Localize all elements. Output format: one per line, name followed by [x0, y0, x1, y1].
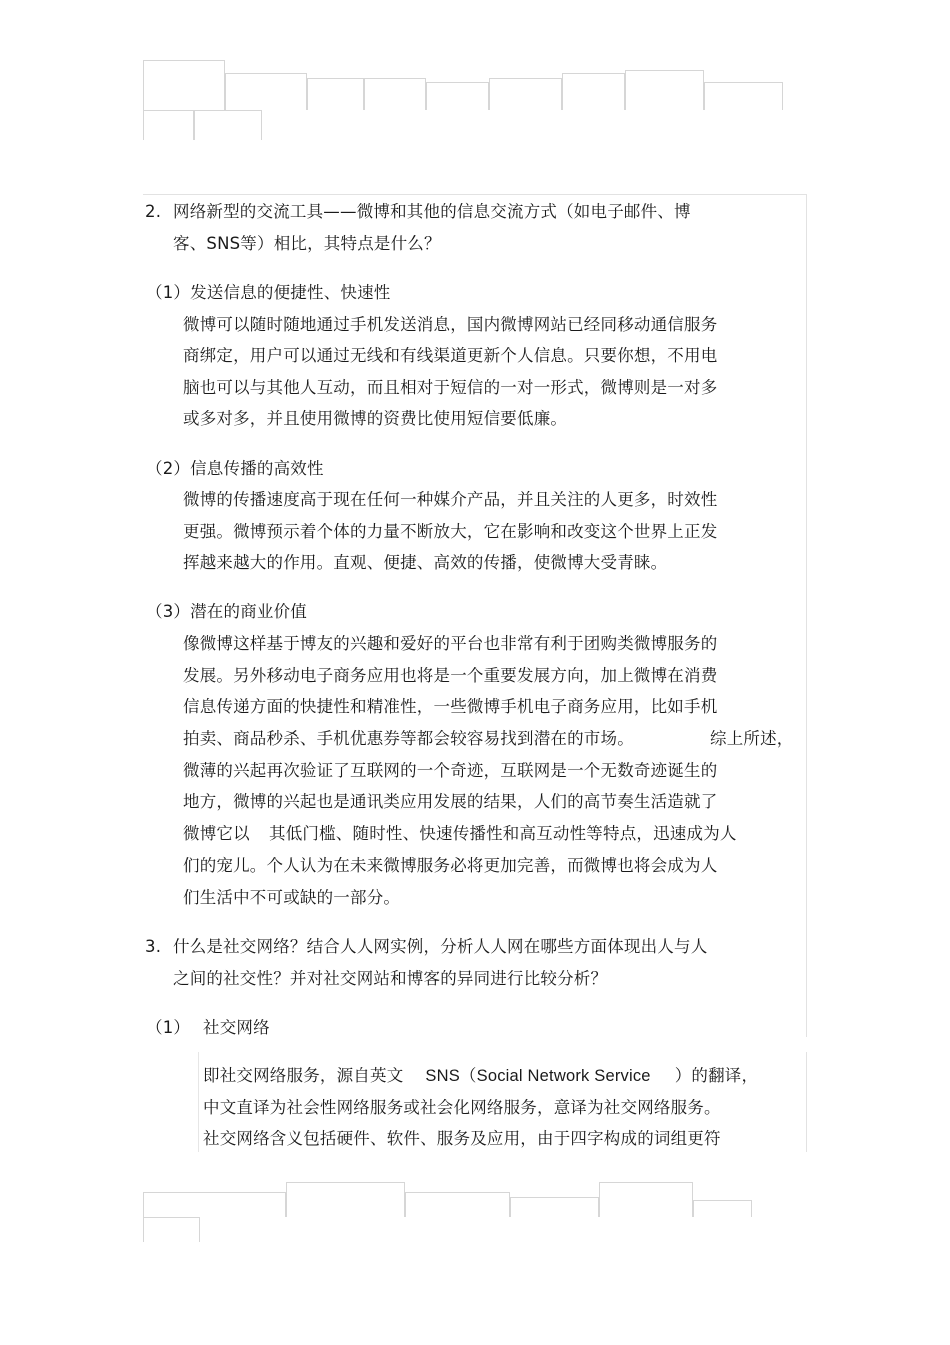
- table-fragment: [625, 70, 704, 110]
- paragraph-line: 们生活中不可或缺的一部分。: [183, 888, 401, 907]
- paragraph-line: 商绑定，用户可以通过无线和有线渠道更新个人信息。只要你想，不用电: [183, 346, 718, 365]
- paragraph-line: 或多对多，并且使用微博的资费比使用短信要低廉。: [183, 409, 568, 428]
- table-fragment: [143, 1192, 286, 1217]
- point-heading: （1）发送信息的便捷性、快速性: [146, 283, 391, 302]
- sub-number: （1）: [146, 1018, 191, 1037]
- table-fragment: [704, 82, 783, 110]
- table-fragment: [693, 1200, 752, 1217]
- table-fragment: [405, 1192, 510, 1217]
- table-fragment: [364, 78, 426, 110]
- sub-heading: 社交网络: [203, 1018, 270, 1037]
- paragraph-line: 脑也可以与其他人互动，而且相对于短信的一对一形式，微博则是一对多: [183, 378, 718, 397]
- table-fragment: [307, 78, 364, 110]
- table-fragment: [143, 60, 225, 110]
- table-fragment: [510, 1197, 599, 1217]
- table-fragment: [194, 110, 262, 140]
- table-fragment: [489, 78, 562, 110]
- paragraph-line: 像微博这样基于博友的兴趣和爱好的平台也非常有利于团购类微博服务的: [183, 634, 718, 653]
- point-heading: （2）信息传播的高效性: [146, 459, 324, 478]
- paragraph-line: 微薄的兴起再次验证了互联网的一个奇迹，互联网是一个无数奇迹诞生的: [183, 761, 718, 780]
- question-title: 之间的社交性？并对社交网站和博客的异同进行比较分析？: [173, 969, 608, 988]
- table-fragment: [143, 110, 194, 140]
- paragraph-line: 微博它以: [183, 824, 250, 843]
- table-fragment: [225, 73, 307, 110]
- table-fragment: [562, 73, 625, 110]
- paragraph-line-suffix: 其低门槛、随时性、快速传播性和高互动性等特点，迅速成为人: [269, 824, 737, 843]
- table-fragment: [143, 1217, 200, 1242]
- paragraph-line: 微博的传播速度高于现在任何一种媒介产品，并且关注的人更多，时效性: [183, 490, 718, 509]
- question-title: 网络新型的交流工具——微博和其他的信息交流方式（如电子邮件、博: [173, 202, 691, 221]
- line-prefix: 即社交网络服务，源自英文: [203, 1066, 404, 1085]
- paragraph-line: 拍卖、商品秒杀、手机优惠券等都会较容易找到潜在的市场。: [183, 729, 634, 748]
- paragraph-line: 们的宠儿。个人认为在未来微博服务必将更加完善，而微博也将会成为人: [183, 856, 718, 875]
- paragraph-line-suffix: 综上所述，: [710, 729, 794, 748]
- paragraph-line: 地方，微博的兴起也是通讯类应用发展的结果，人们的高节奏生活造就了: [183, 792, 718, 811]
- paragraph-line: 发展。另外移动电子商务应用也将是一个重要发展方向，加上微博在消费: [183, 666, 718, 685]
- line-suffix: ）的翻译，: [674, 1066, 759, 1085]
- paragraph-line: 更强。微博预示着个体的力量不断放大，它在影响和改变这个世界上正发: [183, 522, 718, 541]
- question-number: 2.: [145, 202, 162, 221]
- question-title: 客、SNS等）相比，其特点是什么？: [173, 234, 441, 253]
- paragraph-line: [203, 1065, 758, 1087]
- paragraph-line: 微博可以随时随地通过手机发送消息，国内微博网站已经同移动通信服务: [183, 315, 718, 334]
- sns-term: SNS（Social Network Service: [425, 1067, 651, 1085]
- point-heading: （3）潜在的商业价值: [146, 602, 307, 621]
- paragraph-line: 社交网络含义包括硬件、软件、服务及应用，由于四字构成的词组更符: [203, 1129, 721, 1148]
- paragraph-line: 信息传递方面的快捷性和精准性，一些微博手机电子商务应用，比如手机: [183, 697, 718, 716]
- table-fragment: [599, 1182, 693, 1217]
- question-title: 什么是社交网络？结合人人网实例，分析人人网在哪些方面体现出人与人: [173, 937, 708, 956]
- table-fragment: [426, 82, 489, 110]
- paragraph-line: 挥越来越大的作用。直观、便捷、高效的传播，使微博大受青睐。: [183, 553, 668, 572]
- paragraph-line: 中文直译为社会性网络服务或社会化网络服务，意译为社交网络服务。: [203, 1098, 721, 1117]
- question-number: 3.: [145, 937, 162, 956]
- table-fragment: [286, 1182, 405, 1217]
